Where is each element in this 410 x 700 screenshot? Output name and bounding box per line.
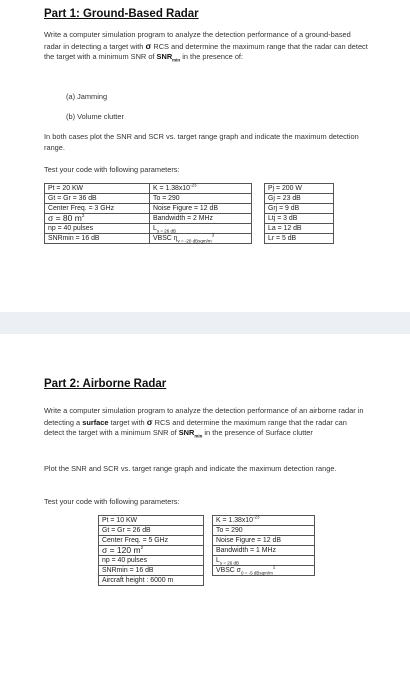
table-row	[45, 214, 334, 224]
param-pt: Pt = 20 KW	[45, 184, 150, 194]
param-np: np = 40 pulses	[45, 224, 150, 234]
param-k: $K = 1.38x10^{-23}$	[150, 184, 252, 194]
part1-item-volume-clutter: (b) Volume clutter	[66, 112, 124, 121]
table-row	[99, 536, 315, 546]
param-freq: Center Freq. = 3 GHz	[45, 204, 150, 214]
param-ltj: Ltj = 3 dB	[265, 214, 334, 224]
param-gj: Gj = 23 dB	[265, 194, 334, 204]
param-gain: Gt = Gr = 36 dB	[45, 194, 150, 204]
table-row	[45, 204, 334, 214]
param-ls: $L_{s = 26 dB}$	[150, 224, 252, 234]
param-to: To = 290	[213, 526, 315, 536]
page-separator	[0, 312, 410, 334]
table-row	[45, 184, 334, 194]
part1-test-text: Test your code with following parameters:	[44, 165, 180, 174]
param-snrmin: SNRmin = 16 dB	[45, 234, 150, 244]
part1-title: Part 1: Ground-Based Radar	[44, 8, 199, 20]
param-bandwidth: Bandwidth = 1 MHz	[213, 546, 315, 556]
table-row	[99, 516, 315, 526]
param-vbsc: VBSC $\sigma_{0 = -5 dBsqm/m}^2$	[213, 566, 315, 576]
part2-intro: Write a computer simulation program to analyze the detection performance of an airborne radar in detecting a surface target with σ RCS and determine the maximum range that the radar can detect the target with a minimum SNR of $SNR_{min}$ in the presence of Surface clutter	[44, 406, 364, 439]
page-1	[0, 0, 410, 312]
part2-parameter-table	[98, 515, 315, 586]
param-to: To = 290	[150, 194, 252, 204]
table-row	[45, 234, 334, 244]
param-aircraft-height: Aircraft height : 6000 m	[99, 576, 204, 586]
param-la: La = 12 dB	[265, 224, 334, 234]
table-row	[99, 576, 315, 586]
table-row	[99, 546, 315, 556]
table-row	[45, 194, 334, 204]
table-row	[99, 556, 315, 566]
param-ls: $L_{s = 26 dB}$	[213, 556, 315, 566]
part1-plot-text: In both cases plot the SNR and SCR vs. target range graph and indicate the maximum detection range.	[44, 132, 359, 152]
part2-plot-text: Plot the SNR and SCR vs. target range graph and indicate the maximum detection range.	[44, 464, 337, 473]
param-k: $K = 1.38x10^{-23}$	[213, 516, 315, 526]
param-lr: Lr = 5 dB	[265, 234, 334, 244]
param-bandwidth: Bandwidth = 2 MHz	[150, 214, 252, 224]
param-sigma: σ = 120 $m^2$	[99, 546, 204, 556]
table-row	[99, 526, 315, 536]
param-grj: Grj = 9 dB	[265, 204, 334, 214]
part2-test-text: Test your code with following parameters:	[44, 497, 180, 506]
part1-item-jamming: (a) Jamming	[66, 92, 108, 101]
param-freq: Center Freq. = 5 GHz	[99, 536, 204, 546]
param-sigma: σ = 80 $m^2$	[45, 214, 150, 224]
param-snrmin: SNRmin = 16 dB	[99, 566, 204, 576]
param-np: np = 40 pulses	[99, 556, 204, 566]
table-row	[99, 566, 315, 576]
param-noise-figure: Noise Figure = 12 dB	[150, 204, 252, 214]
param-vbsc: VBSC $\eta_{v = -20 dBsqm/m}^3$	[150, 234, 252, 244]
param-pt: Pt = 10 KW	[99, 516, 204, 526]
part2-title: Part 2: Airborne Radar	[44, 378, 167, 390]
part1-intro: Write a computer simulation program to analyze the detection performance of a ground-based radar in detecting a target with σ RCS and determine the maximum range that the radar can detect the target with a minimum SNR of $SNR_{min}$ in the presence of:	[44, 30, 368, 63]
page-2	[0, 334, 410, 700]
table-row	[45, 224, 334, 234]
param-noise-figure: Noise Figure = 12 dB	[213, 536, 315, 546]
param-pj: Pj = 200 W	[265, 184, 334, 194]
param-gain: Gt = Gr = 26 dB	[99, 526, 204, 536]
part1-parameter-table	[44, 183, 334, 244]
